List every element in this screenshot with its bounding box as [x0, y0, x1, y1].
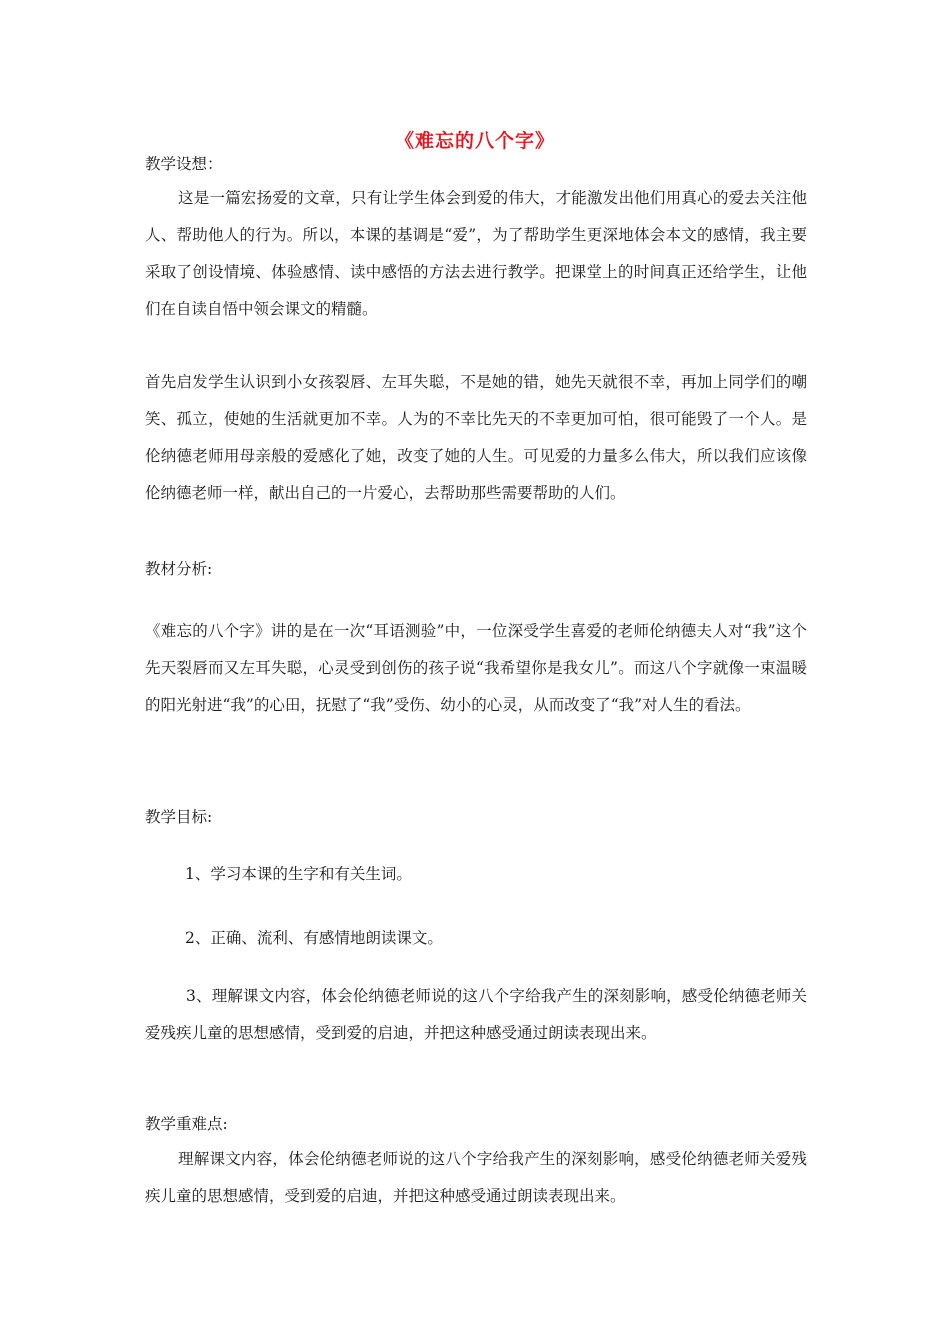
goal-item-3: 3、理解课文内容，体会伦纳德老师说的这八个字给我产生的深刻影响，感受伦纳德老师关爱残疾儿童的思想感情，受到爱的启迪，并把这种感受通过朗读表现出来。 [145, 987, 807, 1042]
document-title: 《难忘的八个字》 [394, 130, 555, 152]
paragraph-design-2: 首先启发学生认识到小女孩裂唇、左耳失聪，不是她的错，她先天就很不幸，再加上同学们的嘲笑、孤立，使她的生活就更加不幸。人为的不幸比先天的不幸更加可怕，很可能毁了一个人。是伦纳德老师用母亲般的爱感化了她，改变了她的人生。可见爱的力量多么伟大，所以我们应该像伦纳德老师一样，献出自己的一片爱心，去帮助那些需要帮助的人们。 [145, 373, 807, 502]
heading-material-analysis: 教材分析: [145, 560, 213, 578]
heading-teaching-design: 教学设想： [145, 155, 223, 173]
goal-item-2: 2、正确、流利、有感情地朗读课文。 [185, 929, 443, 947]
heading-teaching-goals: 教学目标: [145, 808, 213, 826]
paragraph-design-1: 这是一篇宏扬爱的文章，只有让学生体会到爱的伟大，才能激发出他们用真心的爱去关注他人、帮助他人的行为。所以，本课的基调是“爱”，为了帮助学生更深地体会本文的感情，我主要采取了创设情境、体验感情、读中感悟的方法去进行教学。把课堂上的时间真正还给学生，让他们在自读自悟中领会课文的精髓。 [145, 189, 807, 318]
paragraph-key-points: 理解课文内容，体会伦纳德老师说的这八个字给我产生的深刻影响，感受伦纳德老师关爱残疾儿童的思想感情，受到爱的启迪，并把这种感受通过朗读表现出来。 [145, 1150, 807, 1205]
goal-item-1: 1、学习本课的生字和有关生词。 [185, 865, 412, 883]
heading-key-points: 教学重难点: [145, 1115, 228, 1133]
paragraph-material-analysis: 《难忘的八个字》讲的是在一次“耳语测验”中，一位深受学生喜爱的老师伦纳德夫人对“我”这个先天裂唇而又左耳失聪，心灵受到创伤的孩子说“我希望你是我女儿”。而这八个字就像一束温暖的阳光射进“我”的心田，抚慰了“我”受伤、幼小的心灵，从而改变了“我”对人生的看法。 [145, 622, 807, 714]
